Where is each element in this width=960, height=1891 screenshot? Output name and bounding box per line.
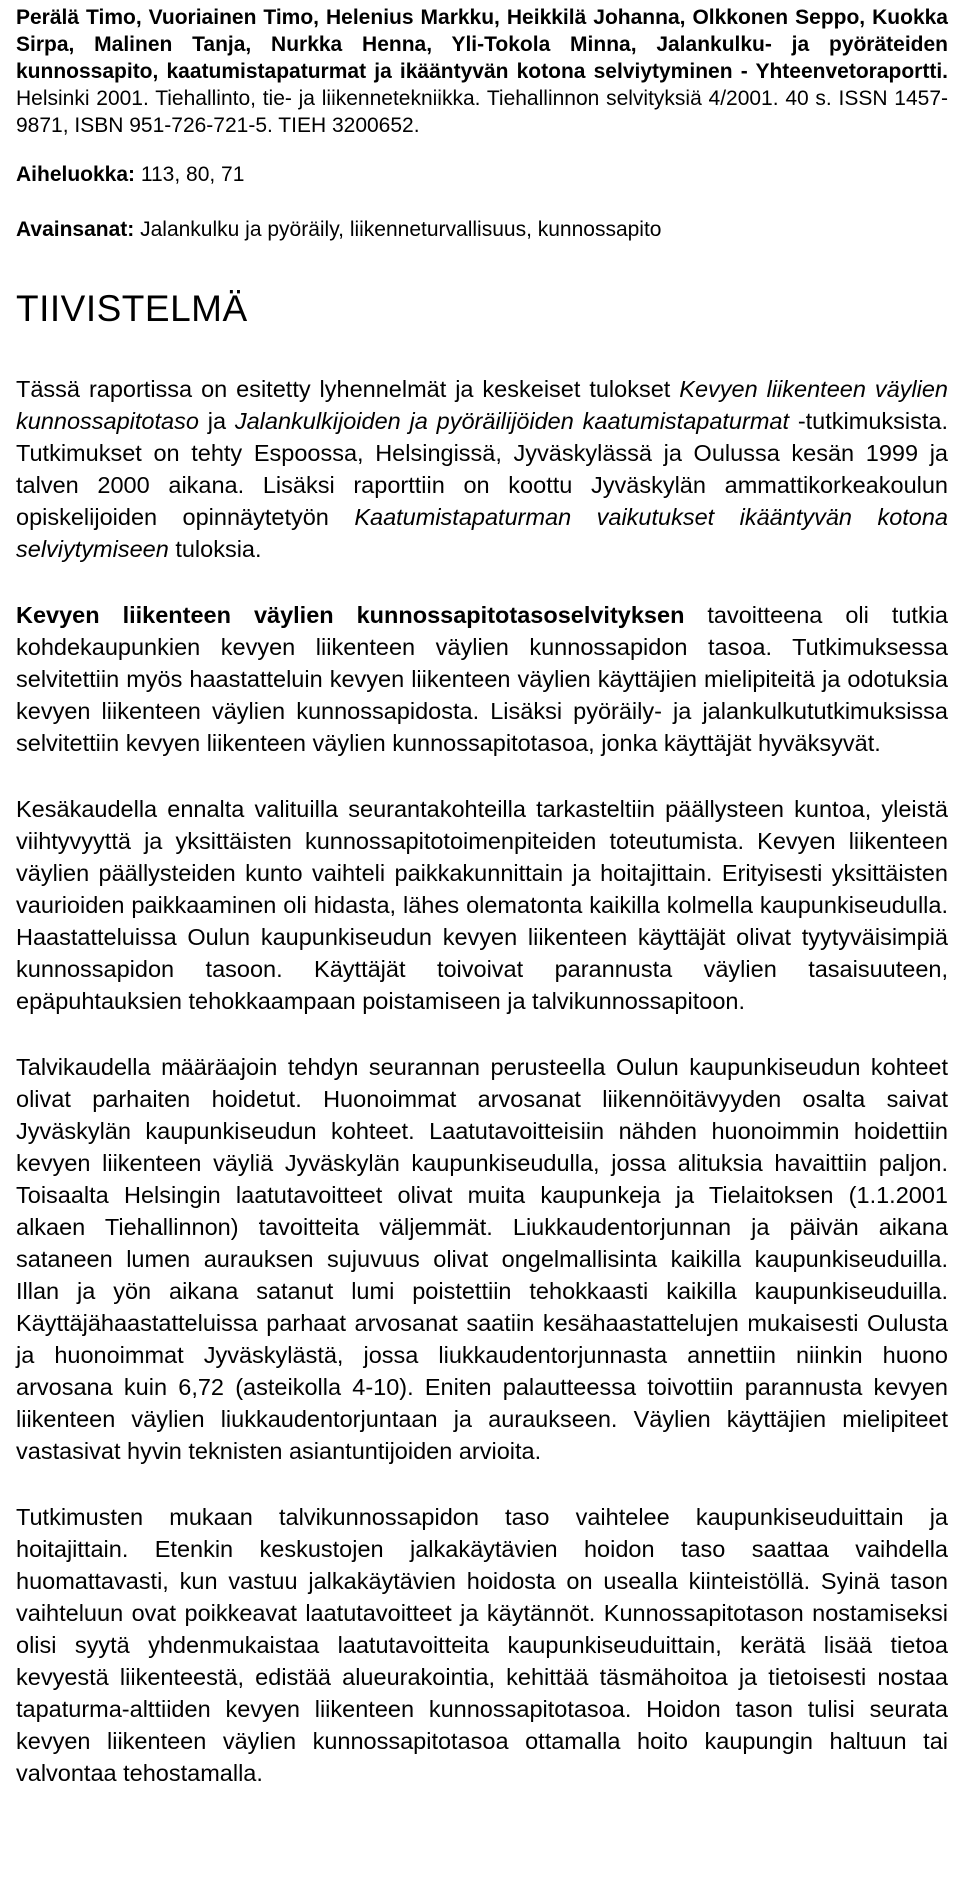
- paragraph-1-text-1: Tässä raportissa on esitetty lyhennelmät ja keskeiset tulokset: [16, 376, 680, 402]
- paragraph-5: Tutkimusten mukaan talvikunnossapidon taso vaihtelee kaupunkiseuduittain ja hoitajittain. Etenkin keskustojen jalkakäytävien hoidon taso saattaa vaihdella huomattavasti, kun vastuu jalkakäytävien hoidosta on usealla kiinteistöllä. Syinä tason vaihteluun ovat poikkeavat laatutavoitteet ja käytännöt. Kunnossapitotason nostamiseksi olisi syytä yhdenmukaistaa laatutavoitteita kaupunkiseuduittain, kerätä lisää tietoa kevyestä liikenteestä, edistää alueurakointia, kehittää täsmähoitoa ja tietoisesti nostaa tapaturma-alttiiden kevyen liikenteen kunnossapitotasoa. Hoidon tason tulisi seurata kevyen liikenteen väylien kunnossapitotasoa ottamalla hoito kaupungin haltuun tai valvontaa tehostamalla.: [16, 1504, 948, 1786]
- paragraph-4: Talvikaudella määräajoin tehdyn seurannan perusteella Oulun kaupunkiseudun kohteet olivat parhaiten hoidetut. Huonoimmat arvosanat liikennöitävyyden osalta saivat Jyväskylän kaupunkiseudun kohteet. Laatutavoitteisiin nähden huonoimmin hoidettiin kevyen liikenteen väyliä Jyväskylän kaupunkiseudulla, jossa alituksia havaittiin paljon. Toisaalta Helsingin laatutavoitteet olivat muita kaupunkeja ja Tielaitoksen (1.1.2001 alkaen Tiehallinnon) tavoitteita väljemmät. Liukkaudentorjunnan ja päivän aikana sataneen lumen aurauksen sujuvuus olivat ongelmallisinta kaikilla kaupunkiseuduilla. Illan ja yön aikana satanut lumi poistettiin tehokkaasti kaikilla kaupunkiseuduilla. Käyttäjähaastatteluissa parhaat arvosanat saatiin kesähaastattelujen mukaisesti Oulusta ja huonoimmat Jyväskylästä, jossa liukkaudentorjunnasta annettiin niinkin huono arvosana kuin 6,72 (asteikolla 4-10). Eniten palautteessa toivottiin parannusta kevyen liikenteen väylien liukkaudentorjuntaan ja auraukseen. Väylien käyttäjien mielipiteet vastasivat hyvin teknisten asiantuntijoiden arvioita.: [16, 1054, 948, 1464]
- paragraph-1-text-2: ja: [198, 408, 235, 434]
- paragraph-3: Kesäkaudella ennalta valituilla seurantakohteilla tarkasteltiin päällysteen kuntoa, yleistä viihtyvyyttä ja yksittäisten kunnossapitotoimenpiteiden toteutumista. Kevyen liikenteen väylien päällysteiden kunto vaihteli paikkakunnittain ja hoitajittain. Erityisesti yksittäisten vaurioiden paikkaaminen oli hidasta, lähes olematonta kaikilla kolmella kaupunkiseudulla. Haastatteluissa Oulun kaupunkiseudun kevyen liikenteen käyttäjät olivat tyytyväisimpiä kunnossapidon tasoon. Käyttäjät toivoivat parannusta väylien tasaisuuteen, epäpuhtauksien tehokkaampaan poistamiseen ja talvikunnossapitoon.: [16, 796, 948, 1014]
- citation: [16, 4, 948, 139]
- category-label: Aiheluokka:: [16, 163, 136, 186]
- paragraph-1-italic-1: Kevyen liikenteen väylien kunnossapitotaso: [16, 376, 948, 434]
- paragraph-2: [16, 599, 948, 759]
- paragraph-2-text: tavoitteena oli tutkia kohdekaupunkien kevyen liikenteen väylien kunnossapidon tasoa. Tutkimuksessa selvitettiin myös haastatteluin kevyen liikenteen väylien käyttäjien mielipiteitä ja odotuksia kevyen liikenteen väylien kunnossapidosta. Lisäksi pyöräily- ja jalankulkututkimuksissa selvitettiin kevyen liikenteen väylien kunnossapitotasoa, jonka käyttäjät hyväksyvät.: [16, 602, 948, 756]
- paragraph-1: [16, 373, 948, 565]
- category-value: 113, 80, 71: [135, 163, 245, 186]
- keywords-line: [16, 216, 948, 243]
- paragraph-1-italic-2: Jalankulkijoiden ja pyöräilijöiden kaatumistapaturmat: [234, 408, 790, 434]
- page-title: TIIVISTELMÄ: [16, 288, 248, 329]
- paragraph-2-bold: Kevyen liikenteen väylien kunnossapitotasoselvityksen: [16, 602, 685, 628]
- paragraph-1-text-4: tuloksia.: [168, 536, 262, 562]
- paragraph-1-text-3: -tutkimuksista. Tutkimukset on tehty Espoossa, Helsingissä, Jyväskylässä ja Oulussa kesän 1999 ja talven 2000 aikana. Lisäksi raporttiin on koottu Jyväskylän ammattikorkeakoulun opiskelijoiden opinnäytetyön: [16, 408, 948, 530]
- category-line: [16, 161, 948, 188]
- citation-authors-title: Perälä Timo, Vuoriainen Timo, Helenius Markku, Heikkilä Johanna, Olkkonen Seppo, Kuokka Sirpa, Malinen Tanja, Nurkka Henna, Yli-Tokola Minna, Jalankulku- ja pyöräteiden kunnossapito, kaatumistapaturmat ja ikääntyvän kotona selviytyminen - Yhteenvetoraportti.: [16, 6, 948, 83]
- keywords-value: Jalankulku ja pyöräily, liikenneturvallisuus, kunnossapito: [134, 218, 662, 241]
- keywords-label: Avainsanat:: [16, 218, 135, 241]
- citation-publication: Helsinki 2001. Tiehallinto, tie- ja liikennetekniikka. Tiehallinnon selvityksiä 4/2001. 40 s. ISSN 1457-9871, ISBN 951-726-721-5. TIEH 3200652.: [16, 87, 948, 137]
- paragraph-1-italic-3: Kaatumistapaturman vaikutukset ikääntyvän kotona selviytymiseen: [16, 504, 948, 562]
